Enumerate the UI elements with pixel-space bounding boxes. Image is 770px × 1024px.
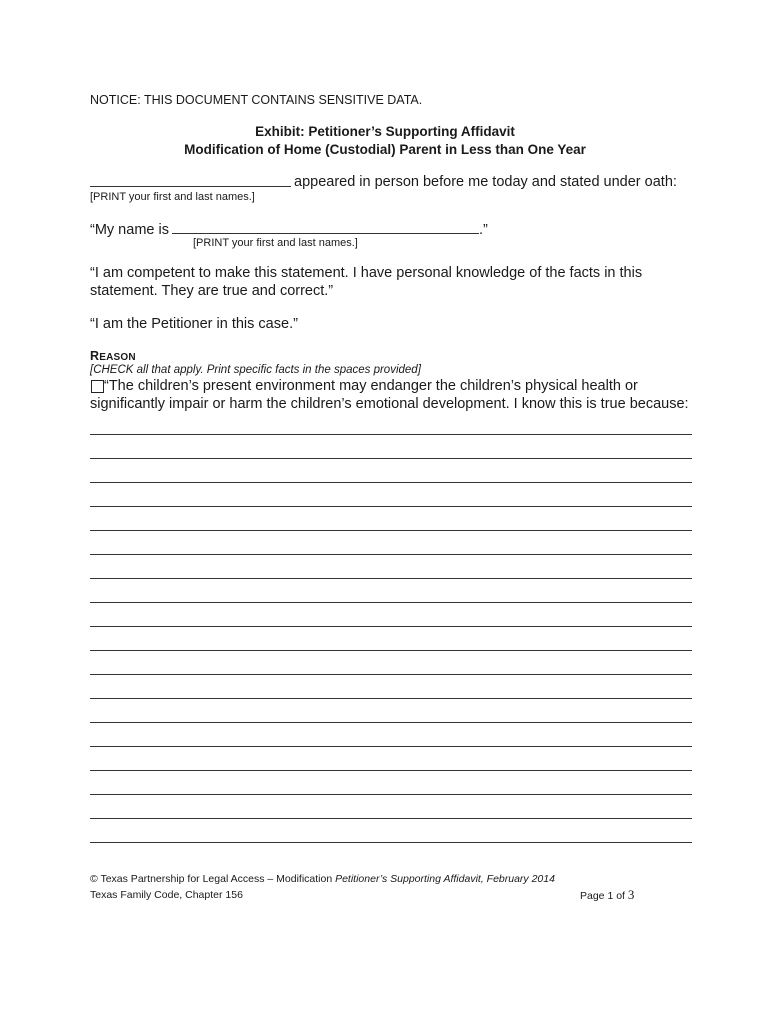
affiant-print-hint: [PRINT your first and last names.]	[90, 191, 255, 203]
reason-instruction: [CHECK all that apply. Print specific facts in the spaces provided]	[90, 364, 421, 376]
facts-line[interactable]	[90, 770, 692, 771]
facts-line[interactable]	[90, 674, 692, 675]
appeared-statement: appeared in person before me today and stated under oath:	[294, 174, 677, 190]
facts-line[interactable]	[90, 434, 692, 435]
facts-line[interactable]	[90, 482, 692, 483]
facts-line[interactable]	[90, 650, 692, 651]
my-name-blank[interactable]	[172, 219, 479, 234]
my-name-prefix: “My name is	[90, 222, 169, 238]
competent-statement-line2: statement. They are true and correct.”	[90, 283, 334, 299]
my-name-suffix: .”	[479, 222, 488, 238]
facts-line[interactable]	[90, 506, 692, 507]
document-subtitle: Modification of Home (Custodial) Parent in Less than One Year	[184, 142, 586, 157]
facts-line[interactable]	[90, 746, 692, 747]
sensitive-data-notice: NOTICE: THIS DOCUMENT CONTAINS SENSITIVE DATA.	[90, 93, 423, 107]
document-title: Exhibit: Petitioner’s Supporting Affidavit	[255, 124, 515, 139]
my-name-print-hint: [PRINT your first and last names.]	[193, 237, 358, 249]
facts-line[interactable]	[90, 794, 692, 795]
footer-code: Texas Family Code, Chapter 156	[90, 889, 243, 901]
footer-copyright: © Texas Partnership for Legal Access – Modification Petitioner’s Supporting Affidavit, February 2014	[90, 873, 555, 885]
facts-line[interactable]	[90, 722, 692, 723]
reason-text-line1: “The children’s present environment may endanger the children’s physical health or	[104, 378, 638, 394]
petitioner-statement: “I am the Petitioner in this case.”	[90, 316, 298, 332]
reason-text-line2: significantly impair or harm the children’s emotional development. I know this is true because:	[90, 396, 689, 412]
facts-line[interactable]	[90, 818, 692, 819]
facts-line[interactable]	[90, 578, 692, 579]
reason-checkbox[interactable]	[91, 380, 104, 393]
facts-line[interactable]	[90, 626, 692, 627]
facts-line[interactable]	[90, 842, 692, 843]
facts-line[interactable]	[90, 698, 692, 699]
competent-statement-line1: “I am competent to make this statement. I have personal knowledge of the facts in this	[90, 265, 643, 281]
facts-line[interactable]	[90, 554, 692, 555]
facts-line[interactable]	[90, 458, 692, 459]
affiant-name-blank[interactable]	[90, 172, 291, 187]
facts-line[interactable]	[90, 530, 692, 531]
page-number: Page 1 of 3	[580, 887, 635, 902]
facts-line[interactable]	[90, 602, 692, 603]
reason-heading: REASON	[90, 349, 136, 363]
